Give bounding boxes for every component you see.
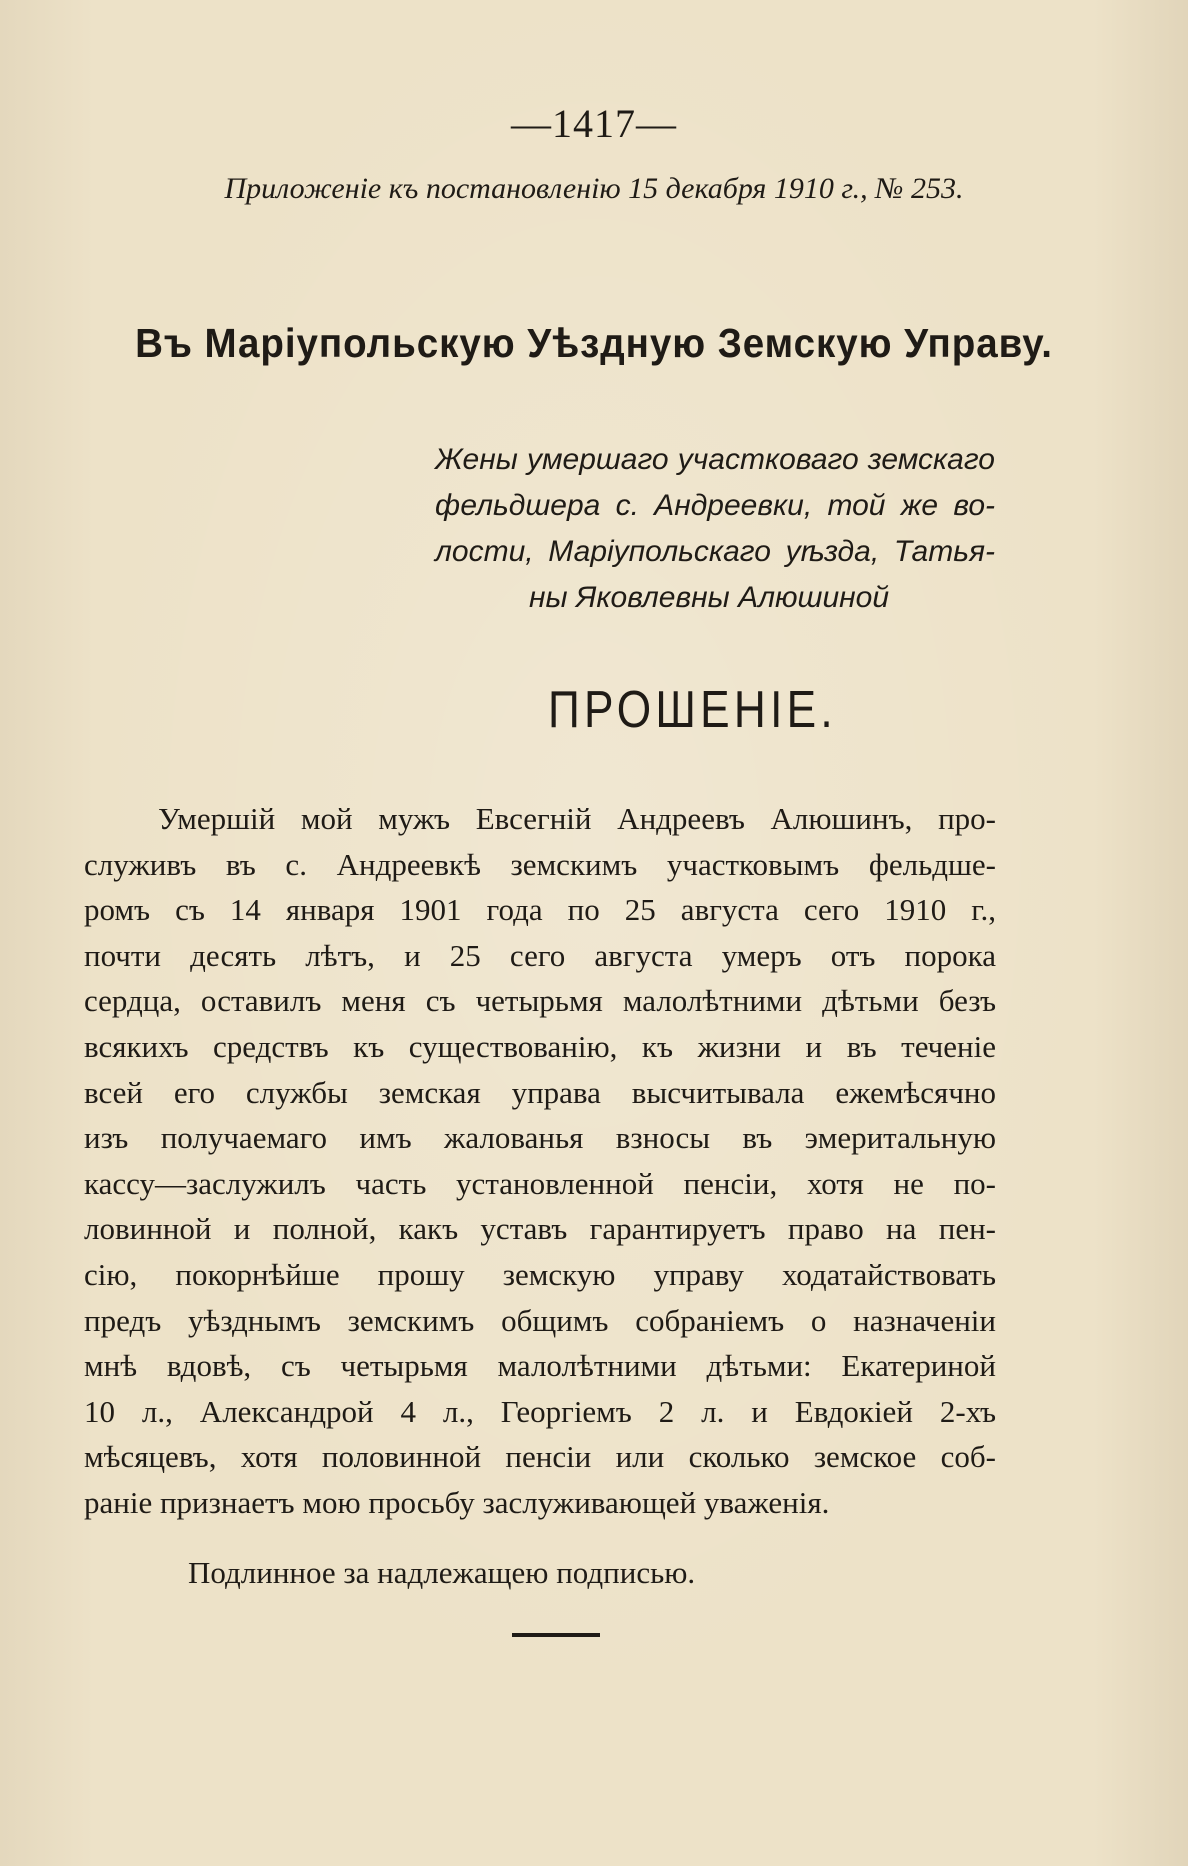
body-line: почти десять лѣтъ, и 25 сего августа умеръ отъ порока <box>84 937 996 973</box>
body-line: ромъ съ 14 января 1901 года по 25 августа сего 1910 г., <box>84 892 996 928</box>
body-line: мѣсяцевъ, хотя половинной пенсіи или сколько земское соб- <box>84 1439 996 1475</box>
body-line: изъ получаемаго имъ жалованья взносы въ эмеритальную <box>84 1120 996 1156</box>
body-line: кассу—заслужилъ часть установленной пенсіи, хотя не по- <box>84 1165 996 1201</box>
page-number: —1417— <box>511 101 677 146</box>
body-line: всей его службы земская управа высчитывала ежемѣсячно <box>84 1074 996 1110</box>
appendix-note: Приложеніе къ постановленію 15 декабря 1910 г., № 253. <box>224 172 964 205</box>
body-line: раніе признаетъ мою просьбу заслуживающей уваженія. <box>84 1484 830 1520</box>
body-line: Умершій мой мужъ Евсегній Андреевъ Алюшинъ, про- <box>158 801 996 836</box>
petitioner-block <box>435 437 995 621</box>
document-title: ПРОШЕНІЕ. <box>548 681 837 739</box>
addressee-heading: Въ Маріупольскую Уѣздную Земскую Управу. <box>135 320 1053 366</box>
petitioner-line: лости, Маріупольскаго уѣзда, Татья- <box>435 535 995 568</box>
petition-body <box>84 796 996 1526</box>
body-line: ловинной и полной, какъ уставъ гарантируетъ право на пен- <box>84 1211 996 1247</box>
body-line: сердца, оставилъ меня съ четырьмя малолѣтними дѣтьми безъ <box>84 983 996 1019</box>
petitioner-line: Жены умершаго участковаго земскаго <box>435 443 995 476</box>
signature-note: Подлинное за надлежащею подписью. <box>188 1555 696 1590</box>
closing-rule <box>512 1633 600 1637</box>
body-line: всякихъ средствъ къ существованію, къ жизни и въ теченіе <box>84 1028 996 1064</box>
petitioner-line: фельдшера с. Андреевки, той же во- <box>435 489 995 522</box>
body-line: мнѣ вдовѣ, съ четырьмя малолѣтними дѣтьми: Екатериной <box>84 1348 996 1384</box>
body-line: сію, покорнѣйше прошу земскую управу ходатайствовать <box>84 1256 996 1292</box>
body-line: предъ уѣзднымъ земскимъ общимъ собраніемъ о назначеніи <box>84 1302 996 1338</box>
petitioner-line: ны Яковлевны Алюшиной <box>529 581 890 614</box>
body-line: 10 л., Александрой 4 л., Георгіемъ 2 л. и Евдокіей 2-хъ <box>84 1393 996 1429</box>
body-line: служивъ въ с. Андреевкѣ земскимъ участковымъ фельдше- <box>84 846 996 882</box>
